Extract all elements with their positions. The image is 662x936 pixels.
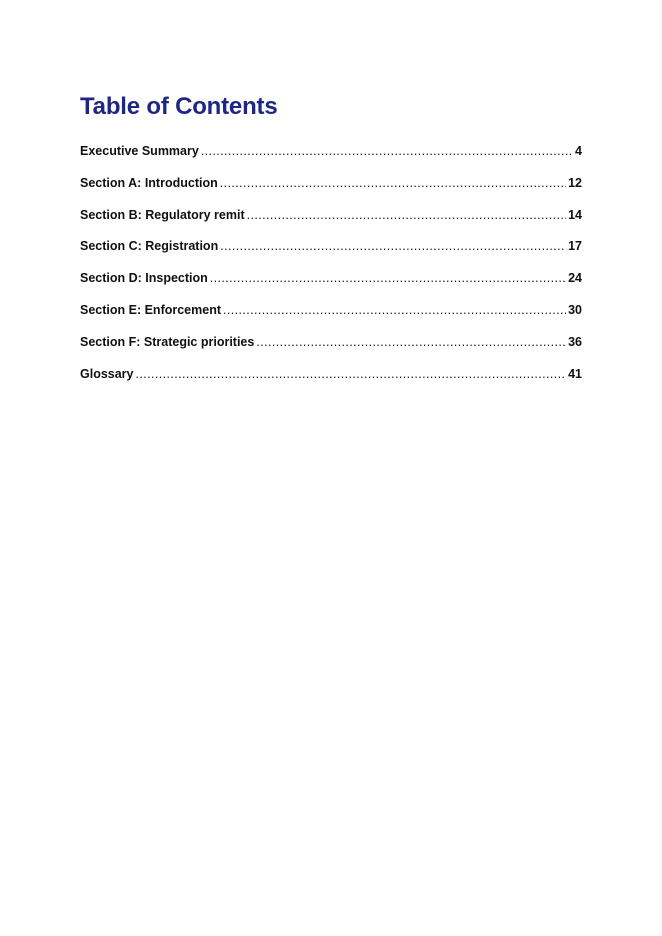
toc-list [80, 144, 582, 398]
toc-entry-label: Section D: Inspection [80, 271, 208, 286]
toc-entry-label: Section B: Regulatory remit [80, 207, 245, 222]
toc-title: Table of Contents [80, 93, 278, 120]
toc-page-number: 17 [568, 239, 582, 254]
toc-entry-section-a[interactable] [80, 176, 582, 208]
toc-dot-leader [256, 335, 566, 349]
toc-page-number: 41 [568, 366, 582, 381]
toc-entry-executive-summary[interactable] [80, 144, 582, 176]
toc-dot-leader [210, 271, 566, 285]
toc-entry-section-b[interactable] [80, 208, 582, 240]
toc-dot-leader [247, 208, 566, 222]
toc-dot-leader [136, 367, 567, 381]
toc-entry-label: Section F: Strategic priorities [80, 334, 255, 349]
toc-entry-label: Section C: Registration [80, 239, 219, 254]
toc-page-number: 12 [568, 175, 582, 190]
toc-entry-label: Section A: Introduction [80, 175, 218, 190]
toc-dot-leader [220, 239, 566, 253]
toc-page-number: 30 [568, 302, 582, 317]
toc-entry-label: Section E: Enforcement [80, 302, 221, 317]
toc-page-number: 36 [568, 334, 582, 349]
toc-entry-section-d[interactable] [80, 271, 582, 303]
toc-page-number: 4 [575, 144, 582, 158]
toc-dot-leader [223, 303, 566, 317]
toc-entry-section-f[interactable] [80, 335, 582, 367]
toc-entry-label: Glossary [80, 366, 134, 381]
toc-entry-glossary[interactable] [80, 367, 582, 399]
toc-dot-leader [220, 176, 566, 190]
toc-page-number: 24 [568, 271, 582, 286]
toc-entry-section-c[interactable] [80, 239, 582, 271]
toc-page-number: 14 [568, 207, 582, 222]
toc-entry-label: Executive Summary [80, 144, 199, 158]
toc-entry-section-e[interactable] [80, 303, 582, 335]
toc-dot-leader [201, 144, 573, 158]
